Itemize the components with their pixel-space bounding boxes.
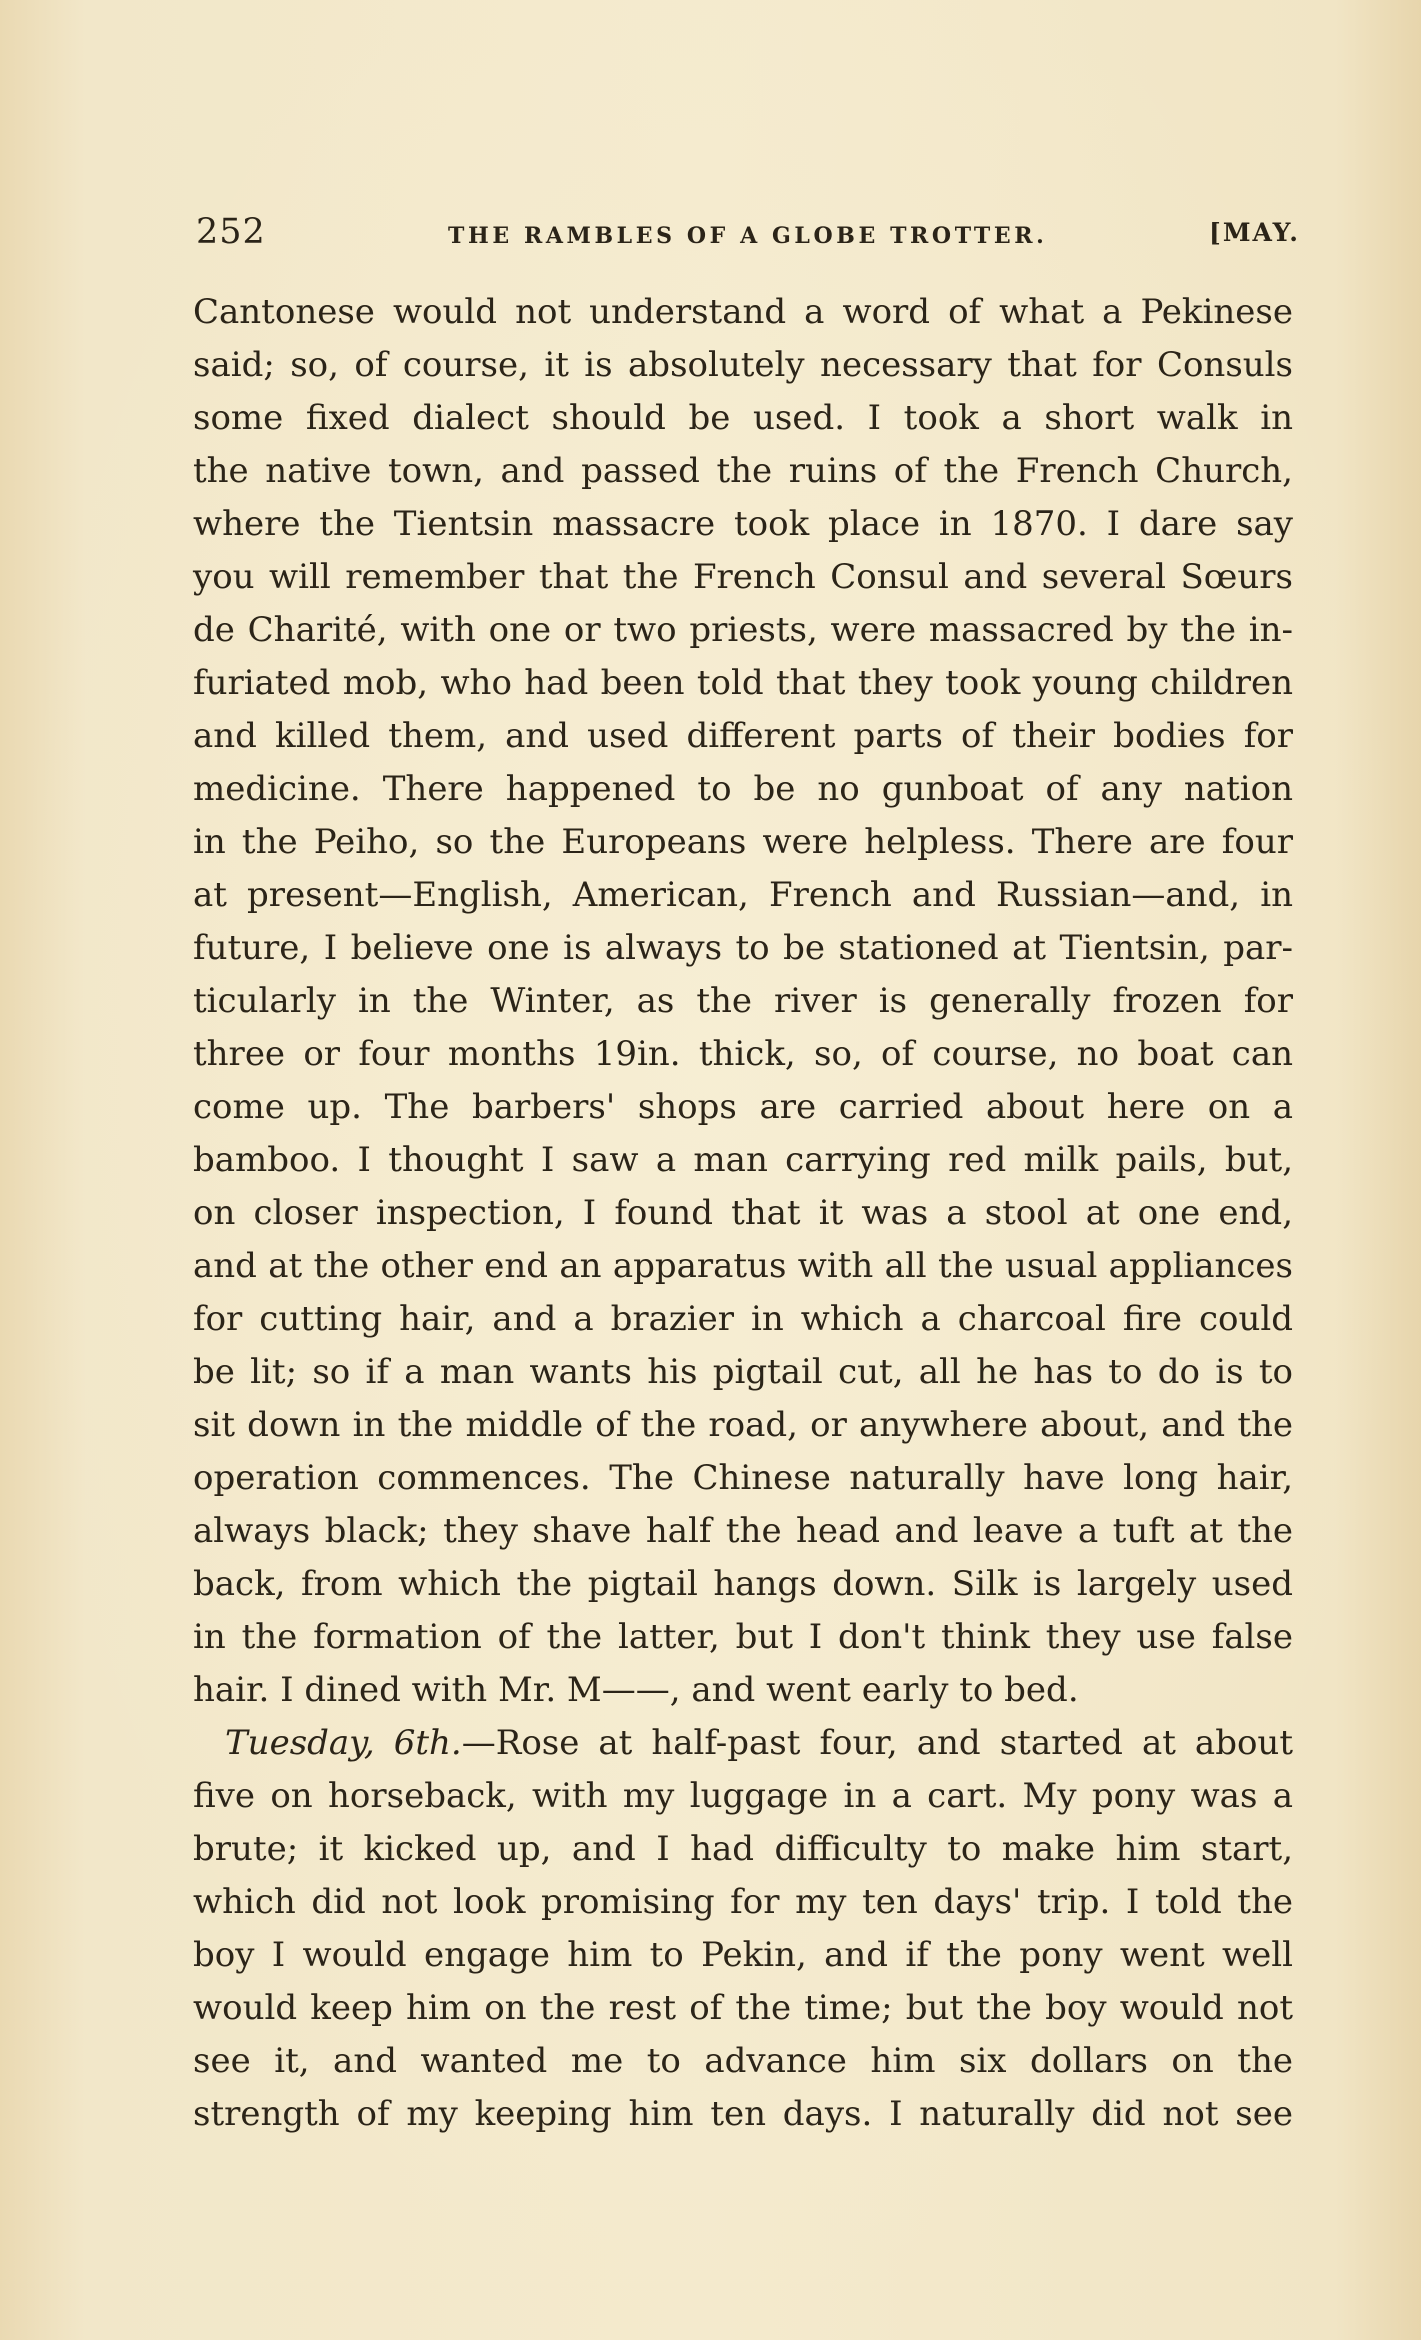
text-line: ticularly in the Winter, as the river is generally frozen for [193,981,1293,1021]
running-title: THE RAMBLES OF A GLOBE TROTTER. [448,223,1048,249]
running-month: [MAY. [1209,218,1300,247]
text-line: operation commences. The Chinese naturally have long hair, [193,1458,1293,1498]
text-line: always black; they shave half the head and leave a tuft at the [193,1511,1293,1551]
text-line: the native town, and passed the ruins of the French Church, [193,451,1293,491]
text-line: and at the other end an apparatus with all the usual appliances [193,1246,1293,1286]
text-line-rest: —Rose at half-past four, and started at about [461,1723,1293,1763]
text-line: and killed them, and used different parts of their bodies for [193,716,1293,756]
text-line: for cutting hair, and a brazier in which a charcoal fire could [193,1299,1293,1339]
text-line: bamboo. I thought I saw a man carrying red milk pails, but, [193,1140,1293,1180]
paragraph-1 [193,286,1293,1717]
text-line: boy I would engage him to Pekin, and if the pony went well [193,1935,1293,1975]
text-line: be lit; so if a man wants his pigtail cut, all he has to do is to [193,1352,1293,1392]
text-line: strength of my keeping him ten days. I naturally did not see [193,2094,1293,2134]
text-line: said; so, of course, it is absolutely necessary that for Consuls [193,345,1293,385]
text-line: Cantonese would not understand a word of what a Pekinese [193,292,1293,332]
text-line: you will remember that the French Consul and several Sœurs [193,557,1293,597]
text-line: at present—English, American, French and Russian—and, in [193,875,1293,915]
text-line-with-date [193,1717,1293,1770]
text-line: some fixed dialect should be used. I took a short walk in [193,398,1293,438]
text-line: sit down in the middle of the road, or anywhere about, and the [193,1405,1293,1445]
text-line: where the Tientsin massacre took place in 1870. I dare say [193,504,1293,544]
text-line: brute; it kicked up, and I had difficulty to make him start, [193,1829,1293,1869]
text-line: on closer inspection, I found that it was a stool at one end, [193,1193,1293,1233]
text-line: which did not look promising for my ten days' trip. I told the [193,1882,1293,1922]
body-text [193,286,1293,2141]
running-header [196,212,1300,262]
paragraph-2 [193,1717,1293,2141]
diary-date-label: Tuesday, 6th. [225,1723,462,1763]
text-line: de Charité, with one or two priests, were massacred by the in- [193,610,1293,650]
text-line: furiated mob, who had been told that they took young children [193,663,1293,703]
text-line: three or four months 19in. thick, so, of course, no boat can [193,1034,1293,1074]
text-line: come up. The barbers' shops are carried about here on a [193,1087,1293,1127]
text-line: back, from which the pigtail hangs down. Silk is largely used [193,1564,1293,1604]
text-line: future, I believe one is always to be stationed at Tientsin, par- [193,928,1293,968]
text-line: see it, and wanted me to advance him six dollars on the [193,2041,1293,2081]
text-line: hair. I dined with Mr. M——, and went early to bed. [193,1670,1079,1710]
text-line: medicine. There happened to be no gunboat of any nation [193,769,1293,809]
text-line: in the Peiho, so the Europeans were helpless. There are four [193,822,1293,862]
text-line: in the formation of the latter, but I don't think they use false [193,1617,1293,1657]
text-line: five on horseback, with my luggage in a cart. My pony was a [193,1776,1293,1816]
page-number: 252 [196,212,266,252]
text-line: would keep him on the rest of the time; but the boy would not [193,1988,1293,2028]
